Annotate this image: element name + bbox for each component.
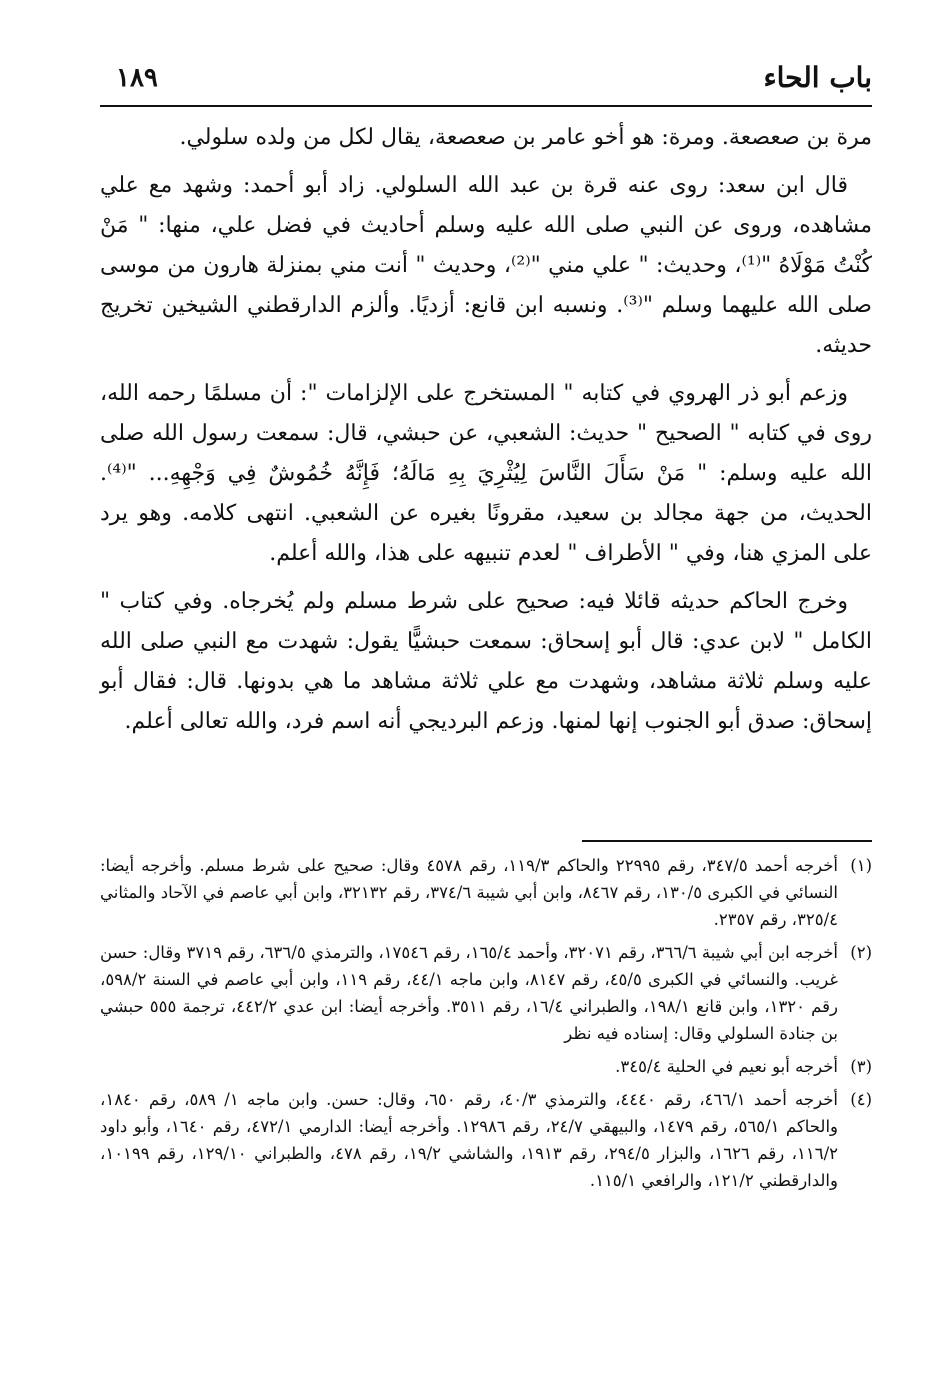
chapter-title: باب الحاء bbox=[763, 61, 872, 94]
footnote-number: (١) bbox=[850, 856, 872, 875]
footnotes bbox=[100, 852, 872, 1200]
footnote-text: أخرجه ابن أبي شيبة ٣٦٦/٦، رقم ٣٢٠٧١، وأحمد ١٦٥/٤، رقم ١٧٥٤٦، والترمذي ٦٣٦/٥، رقم ٣٧١٩ وقال: حسن غريب. والنسائي في الكبرى ٤٥/٥، رقم ٨١٤٧، وابن ماجه ٤٤/١، رقم ١١٩، وابن أبي عاصم في السنة ٥٩٨/٢، رقم ١٣٢٠، وابن قانع ١٩٨/١، والطبراني ١٦/٤، رقم ٣٥١١. وأخرجه أيضا: ابن عدي ٤٤٢/٢، ترجمة ٥٥٥ حبشي بن جنادة السلولي وقال: إسناده فيه نظر bbox=[100, 943, 839, 1043]
page-number: ١٨٩ bbox=[116, 63, 158, 93]
footnote-divider bbox=[582, 840, 872, 842]
footnote-number: (٣) bbox=[850, 1057, 872, 1076]
header-divider bbox=[100, 105, 872, 107]
main-text bbox=[100, 118, 872, 750]
paragraph: مرة بن صعصعة. ومرة: هو أخو عامر بن صعصعة، يقال لكل من ولده سلولي. bbox=[179, 125, 872, 150]
paragraph: وزعم أبو ذر الهروي في كتابه " المستخرج على الإلزامات ": أن مسلمًا رحمه الله، روى في كتابه " الصحيح " حديث: الشعبي، عن حبشي، قال: سمعت رسول الله صلى الله عليه وسلم: " مَنْ سَأَلَ النَّاسَ لِيُثْرِيَ بِهِ مَالَهُ؛ فَإِنَّهُ خُمُوشٌ فِي وَجْهِهِ... "⁽⁴⁾. الحديث، من جهة مجالد بن سعيد، مقرونًا بغيره عن الشعبي. انتهى كلامه. وهو يرد على المزي هنا، وفي " الأطراف " لعدم تنبيهه على هذا، والله أعلم. bbox=[100, 381, 872, 566]
footnote bbox=[100, 852, 872, 933]
footnote bbox=[100, 1053, 872, 1080]
running-header bbox=[100, 58, 872, 98]
footnote bbox=[100, 1086, 872, 1194]
paragraph: قال ابن سعد: روى عنه قرة بن عبد الله السلولي. زاد أبو أحمد: وشهد مع علي مشاهده، وروى عن النبي صلى الله عليه وسلم أحاديث في فضل علي، منها: " مَنْ كُنْتُ مَوْلَاهُ "⁽¹⁾، وحديث: " علي مني "⁽²⁾، وحديث " أنت مني بمنزلة هارون من موسى صلى الله عليهما وسلم "⁽³⁾. ونسبه ابن قانع: أزديًا. وألزم الدارقطني الشيخين تخريج حديثه. bbox=[100, 173, 872, 358]
footnote-number: (٤) bbox=[850, 1090, 872, 1109]
paragraph: وخرج الحاكم حديثه قائلا فيه: صحيح على شرط مسلم ولم يُخرجاه. وفي كتاب " الكامل " لابن عدي: قال أبو إسحاق: سمعت حبشيًّا يقول: شهدت مع النبي صلى الله عليه وسلم ثلاثة مشاهد، وشهدت مع علي ثلاثة مشاهد ما هي بدونها. قال: فقال أبو إسحاق: صدق أبو الجنوب إنها لمنها. وزعم البرديجي أنه اسم فرد، والله تعالى أعلم. bbox=[100, 589, 872, 734]
footnote-text: أخرجه أحمد ٣٤٧/٥، رقم ٢٢٩٩٥ والحاكم ١١٩/٣، رقم ٤٥٧٨ وقال: صحيح على شرط مسلم. وأخرجه أيضا: النسائي في الكبرى ١٣٠/٥، رقم ٨٤٦٧، وابن أبي شيبة ٣٧٤/٦، رقم ٣٢١٣٢، وابن أبي عاصم في الآحاد والمثاني ٣٢٥/٤، رقم ٢٣٥٧. bbox=[100, 856, 838, 929]
footnote-text: أخرجه أبو نعيم في الحلية ٣٤٥/٤. bbox=[615, 1057, 838, 1076]
footnote bbox=[100, 939, 872, 1047]
footnote-text: أخرجه أحمد ٤٦٦/١، رقم ٤٤٤٠، والترمذي ٤٠/٣، رقم ٦٥٠، وقال: حسن. وابن ماجه ١/ ٥٨٩، رقم ١٨٤٠، والحاكم ٥٦٥/١، رقم ١٤٧٩، والبيهقي ٢٤/٧، رقم ١٢٩٨٦. وأخرجه أيضا: الدارمي ٤٧٢/١، رقم ١٦٤٠، وأبو داود ١١٦/٢، رقم ١٦٢٦، والبزار ٢٩٤/٥، رقم ١٩١٣، والشاشي ١٩/٢، رقم ٤٧٨، والطبراني ١٢٩/١٠، رقم ١٠١٩٩، والدارقطني ١٢١/٢، والرافعي ١١٥/١. bbox=[100, 1090, 839, 1190]
footnote-number: (٢) bbox=[850, 943, 872, 962]
